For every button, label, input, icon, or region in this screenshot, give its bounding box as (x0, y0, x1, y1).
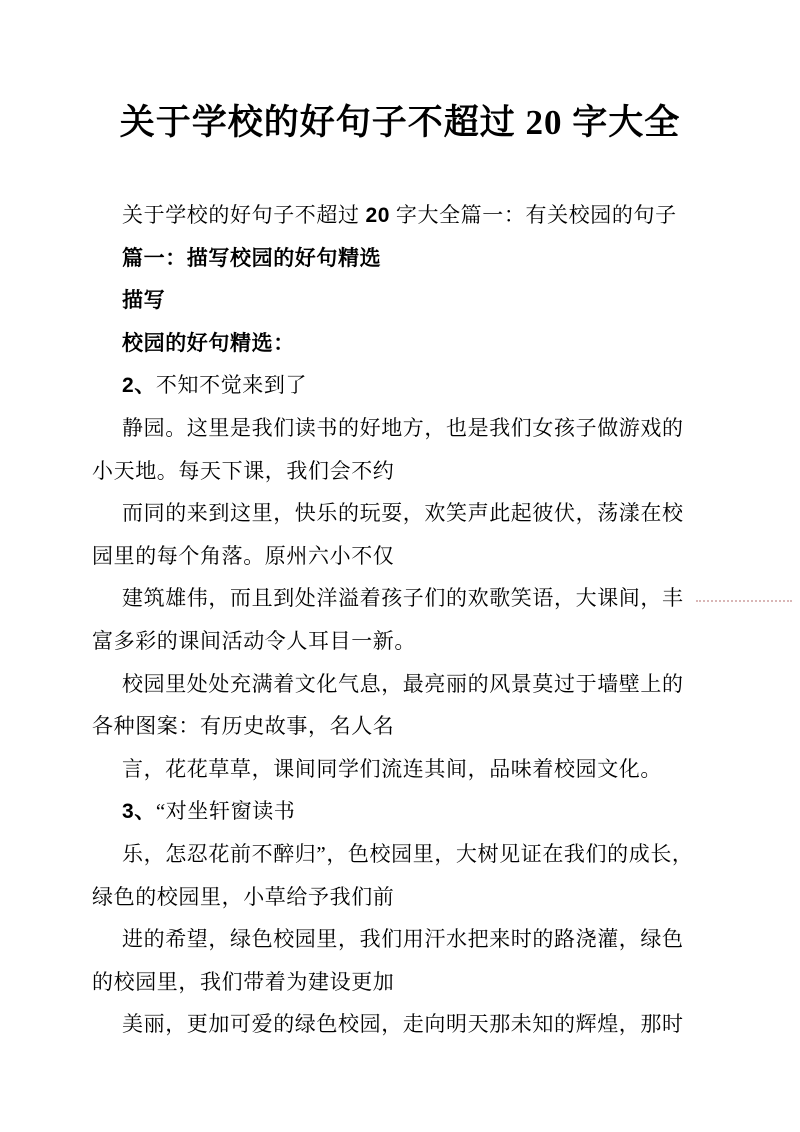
text-line (92, 322, 732, 365)
document-body (92, 194, 732, 1046)
line-number-prefix: 3、 (122, 800, 156, 824)
text-line (92, 194, 732, 237)
text-line (92, 1003, 732, 1046)
text-line (92, 577, 732, 620)
line-pre-text: 乐，怎忍花前不醉归”，色校园里，大树见证在我们的成长， (122, 841, 694, 866)
line-pre-text: 进的希望，绿色校园里，我们用汗水把来时的路浇灌，绿色 (122, 927, 684, 952)
line-pre-text: 校园里处处充满着文化气息，最亮丽的风景莫过于墙壁上的 (122, 671, 684, 696)
text-line (92, 833, 732, 876)
line-pre-text: 小天地。每天下课，我们会不约 (92, 458, 395, 483)
line-pre-text: 关于学校的好句子不超过 (122, 203, 366, 227)
text-line (92, 790, 732, 833)
line-pre-text: 建筑雄伟，而且到处洋溢着孩子们的欢歌笑语，大课间，丰 (122, 586, 684, 611)
line-pre-text: 园里的每个角落。原州六小不仅 (92, 543, 395, 568)
text-line (92, 450, 732, 493)
text-line (92, 748, 732, 791)
line-post-text: 不知不觉来到了 (155, 373, 308, 398)
line-pre-text: 静园。这里是我们读书的好地方，也是我们女孩子做游戏的 (122, 415, 684, 440)
text-line (92, 705, 732, 748)
dotted-underline (696, 600, 792, 602)
line-number-prefix: 20 (365, 204, 391, 227)
line-pre-text: 美丽，更加可爱的绿色校园，走向明天那未知的辉煌，那时 (122, 1012, 684, 1037)
line-pre-text: 绿色的校园里，小草给予我们前 (92, 884, 395, 909)
line-pre-text: 的校园里，我们带着为建设更加 (92, 969, 395, 994)
line-pre-text: 富多彩的课间活动令人耳目一新。 (92, 628, 416, 653)
text-line (92, 876, 732, 919)
line-bold-text: 校园的好句精选： (122, 330, 295, 355)
line-bold-text: 描写 (122, 288, 166, 313)
line-pre-text: 言，花花草草，课间同学们流连其间，品味着校园文化。 (122, 756, 662, 781)
line-post-text: “对坐轩窗读书 (155, 799, 296, 824)
line-number-prefix: 2、 (122, 374, 156, 398)
text-line (92, 407, 732, 450)
text-line (92, 364, 732, 407)
document-title: 关于学校的好句子不超过 20 字大全 (119, 103, 681, 142)
text-line (92, 237, 732, 280)
line-pre-text: 各种图案：有历史故事，名人名 (92, 714, 395, 739)
text-line (92, 492, 732, 535)
text-line (92, 535, 732, 578)
line-bold-text: 篇一：描写校园的好句精选 (122, 245, 382, 270)
line-post-text: 字大全篇一：有关校园的句子 (390, 203, 677, 227)
text-line (92, 918, 732, 961)
text-line (92, 961, 732, 1004)
line-pre-text: 而同的来到这里，快乐的玩耍，欢笑声此起彼伏，荡漾在校 (122, 501, 684, 526)
text-line (92, 279, 732, 322)
text-line (92, 620, 732, 663)
text-line (92, 663, 732, 706)
